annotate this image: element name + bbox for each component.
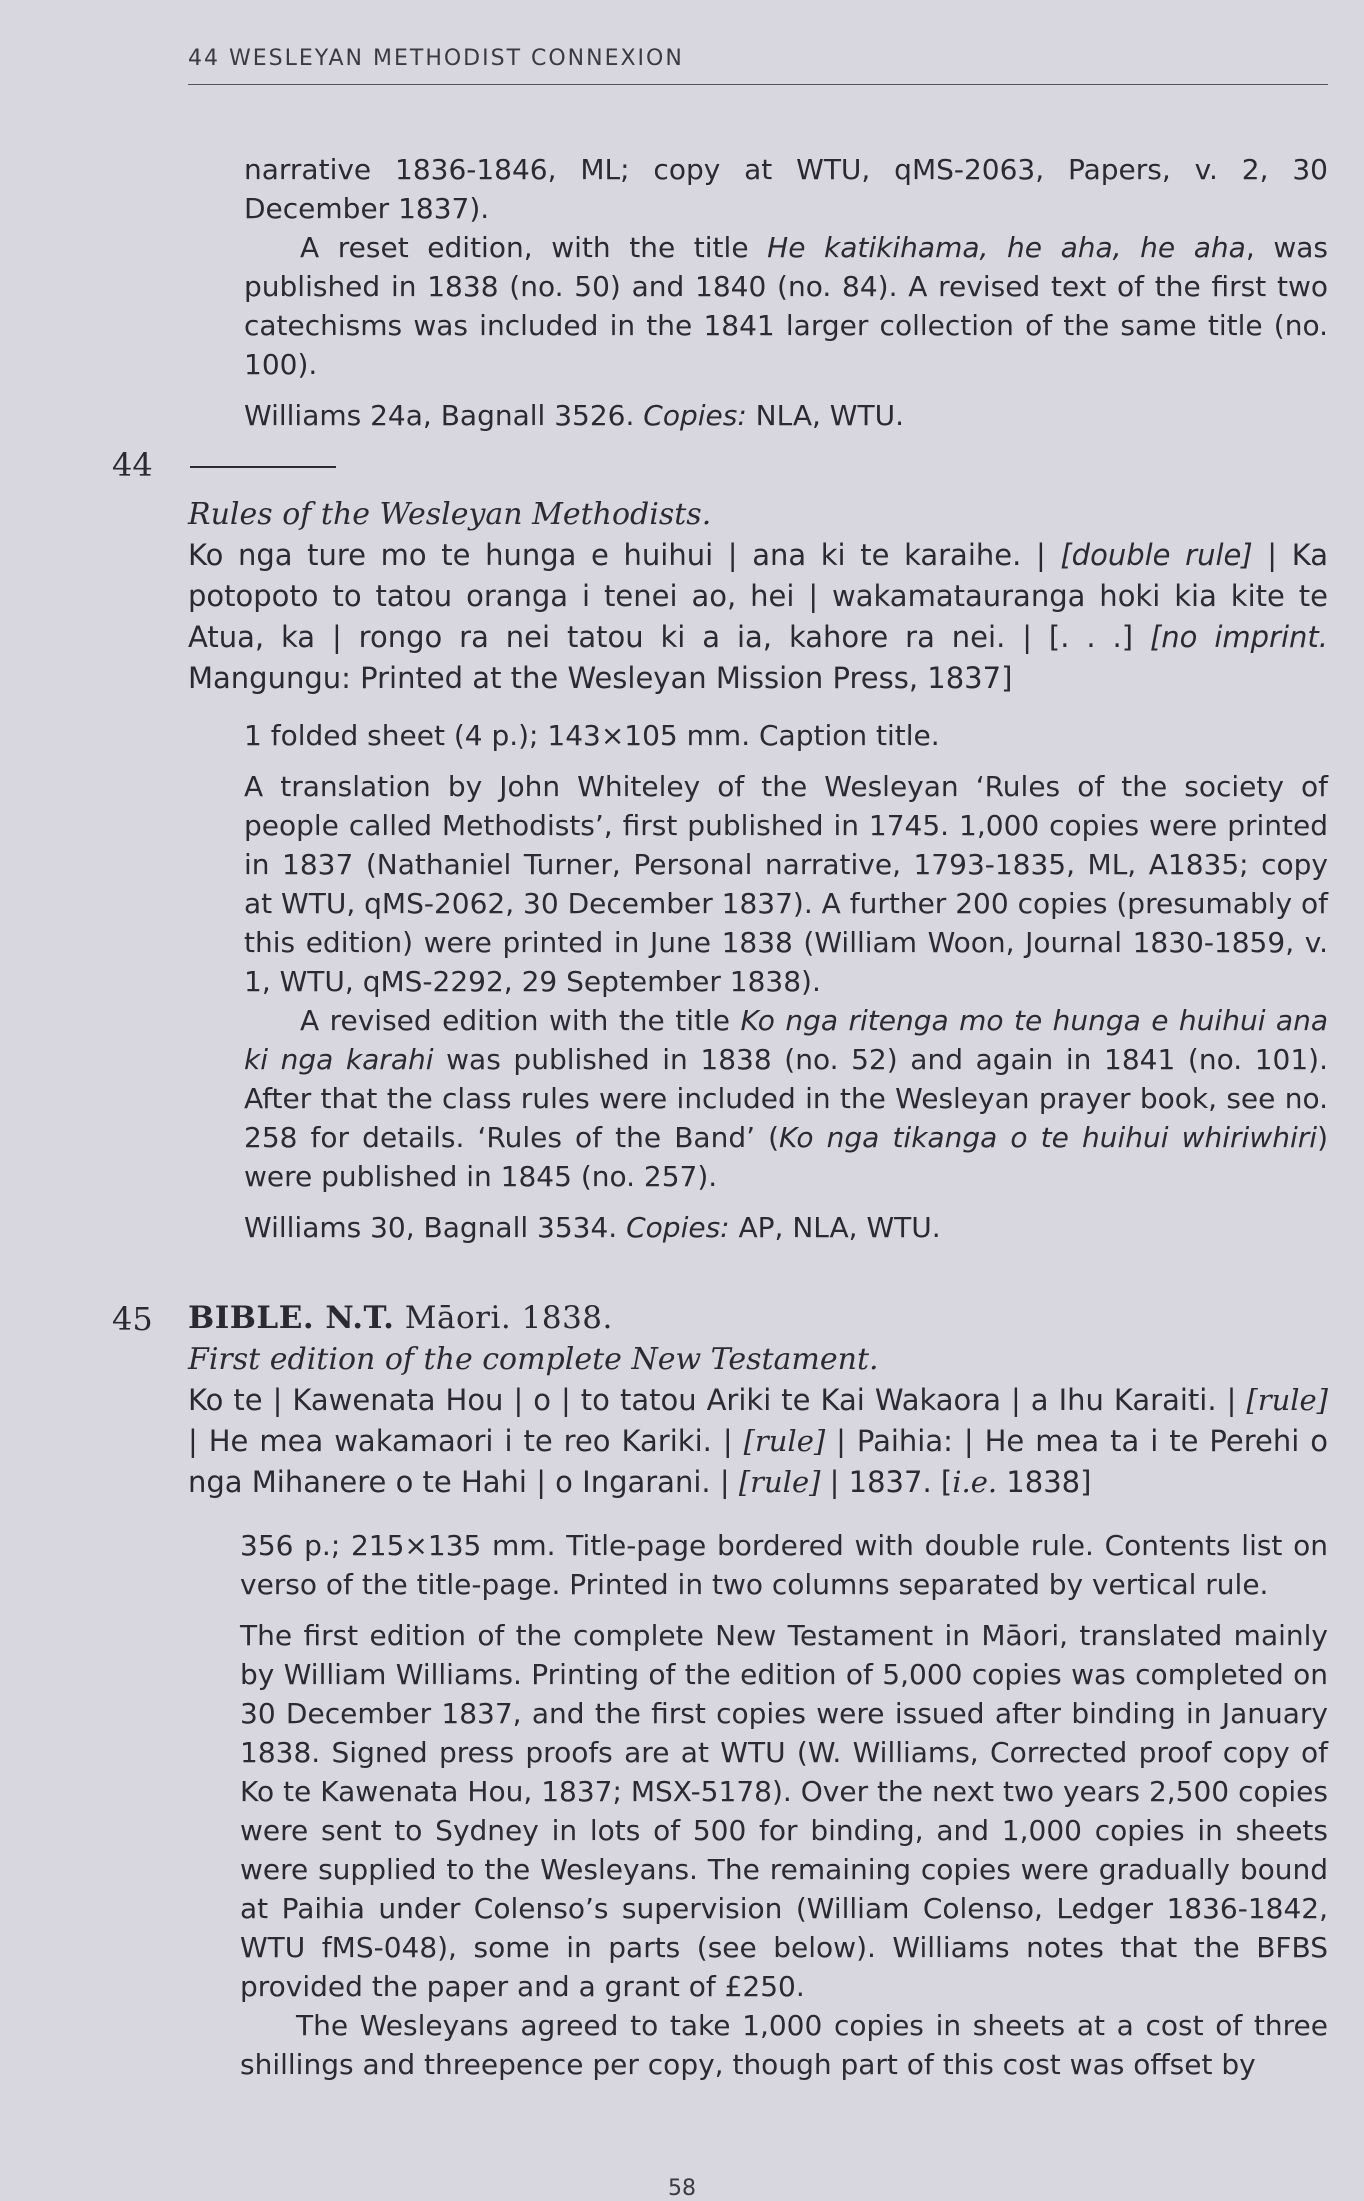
entry-44-subtitle: Rules of the Wesleyan Methodists. — [188, 497, 712, 532]
entry-44-collation: 1 folded sheet (4 p.); 143×105 mm. Caption title. — [244, 719, 940, 752]
entry-45-number: 45 — [112, 1300, 153, 1338]
entry-44-number: 44 — [112, 446, 153, 484]
entry-45-heading: BIBLE. N.T. Māori. 1838. — [188, 1300, 613, 1336]
entry-44-title-block — [188, 494, 1328, 699]
entry-45-subtitle: First edition of the complete New Testament. — [188, 1342, 879, 1377]
running-head: 44 WESLEYAN METHODIST CONNEXION — [188, 46, 684, 71]
entry-45-notes — [240, 1526, 1328, 2084]
entry-43-references: Williams 24a, Bagnall 3526. Copies: NLA, WTU. — [244, 399, 904, 432]
entry-45-collation: 356 p.; 215×135 mm. Title-page bordered with double rule. Contents list on verso of the title-page. Printed in two columns separated by vertical rule. — [240, 1529, 1328, 1601]
page-number: 58 — [668, 2176, 696, 2201]
entry-44-references: Williams 30, Bagnall 3534. Copies: AP, NLA, WTU. — [244, 1211, 941, 1244]
entry-45-note-first-edition: The first edition of the complete New Testament in Māori, translated mainly by William Williams. Printing of the edition of 5,000 copies was completed on 30 December 1837, and the first copies were issued after binding in January 1838. Signed press proofs are at WTU (W. Williams, Corrected proof copy of Ko te Kawenata Hou, 1837; MSX-5178). Over the next two years 2,500 copies were sent to Sydney in lots of 500 for binding, and 1,000 copies in sheets were supplied to the Wesleyans. The remaining copies were gradually bound at Paihia under Colenso’s supervision (William Colenso, Ledger 1836-1842, WTU fMS-048), some in parts (see below). Williams notes that the BFBS provided the paper and a grant of £250. — [240, 1619, 1328, 2003]
entry-44-note-revised: A revised edition with the title Ko nga ritenga mo te hunga e huihui ana ki nga karahi was published in 1838 (no. 52) and again in 1841 (no. 101). After that the class rules were included in the Wesleyan prayer book, see no. 258 for details. ‘Rules of the Band’ (Ko nga tikanga o te huihui whiriwhiri) were published in 1845 (no. 257). — [244, 1004, 1329, 1193]
entry-44-heading-dash — [190, 466, 336, 468]
entry-43-note-end: narrative 1836-1846, ML; copy at WTU, qMS-2063, Papers, v. 2, 30 December 1837). — [244, 153, 1328, 225]
entry-43-continuation — [244, 150, 1328, 435]
header-rule — [188, 84, 1328, 85]
entry-44-transcription: Ko nga ture mo te hunga e huihui | ana ki te karaihe. | [double rule] | Ka potopoto to tatou oranga i tenei ao, hei | wakamatauranga hoki kia kite te Atua, ka | rongo ra nei tatou ki a ia, kahore ra nei. | [. . .] [no imprint. Mangungu: Printed at the Wesleyan Mission Press, 1837] — [188, 538, 1328, 695]
entry-43-note-reset-edition: A reset edition, with the title He katikihama, he aha, he aha, was published in 1838 (no. 50) and 1840 (no. 84). A revised text of the first two catechisms was included in the 1841 larger collection of the same title (no. 100). — [244, 231, 1328, 381]
entry-44-note-translation: A translation by John Whiteley of the Wesleyan ‘Rules of the society of people called Methodists’, first published in 1745. 1,000 copies were printed in 1837 (Nathaniel Turner, Personal narrative, 1793-1835, ML, A1835; copy at WTU, qMS-2062, 30 December 1837). A further 200 copies (presumably of this edition) were printed in June 1838 (William Woon, Journal 1830-1859, v. 1, WTU, qMS-2292, 29 September 1838). — [244, 770, 1328, 998]
entry-45-title-block — [188, 1298, 1328, 1503]
entry-45-transcription: Ko te | Kawenata Hou | o | to tatou Ariki te Kai Wakaora | a Ihu Karaiti. | [rule] | He mea wakamaori i te reo Kariki. | [rule] | Paihia: | He mea ta i te Perehi o nga Mihanere o te Hahi | o Ingarani. | [rule] | 1837. [i.e. 1838] — [188, 1383, 1328, 1499]
entry-44-notes — [244, 716, 1328, 1247]
entry-45-note-wesleyans: The Wesleyans agreed to take 1,000 copies in sheets at a cost of three shillings and threepence per copy, though part of this cost was offset by — [240, 2009, 1328, 2081]
